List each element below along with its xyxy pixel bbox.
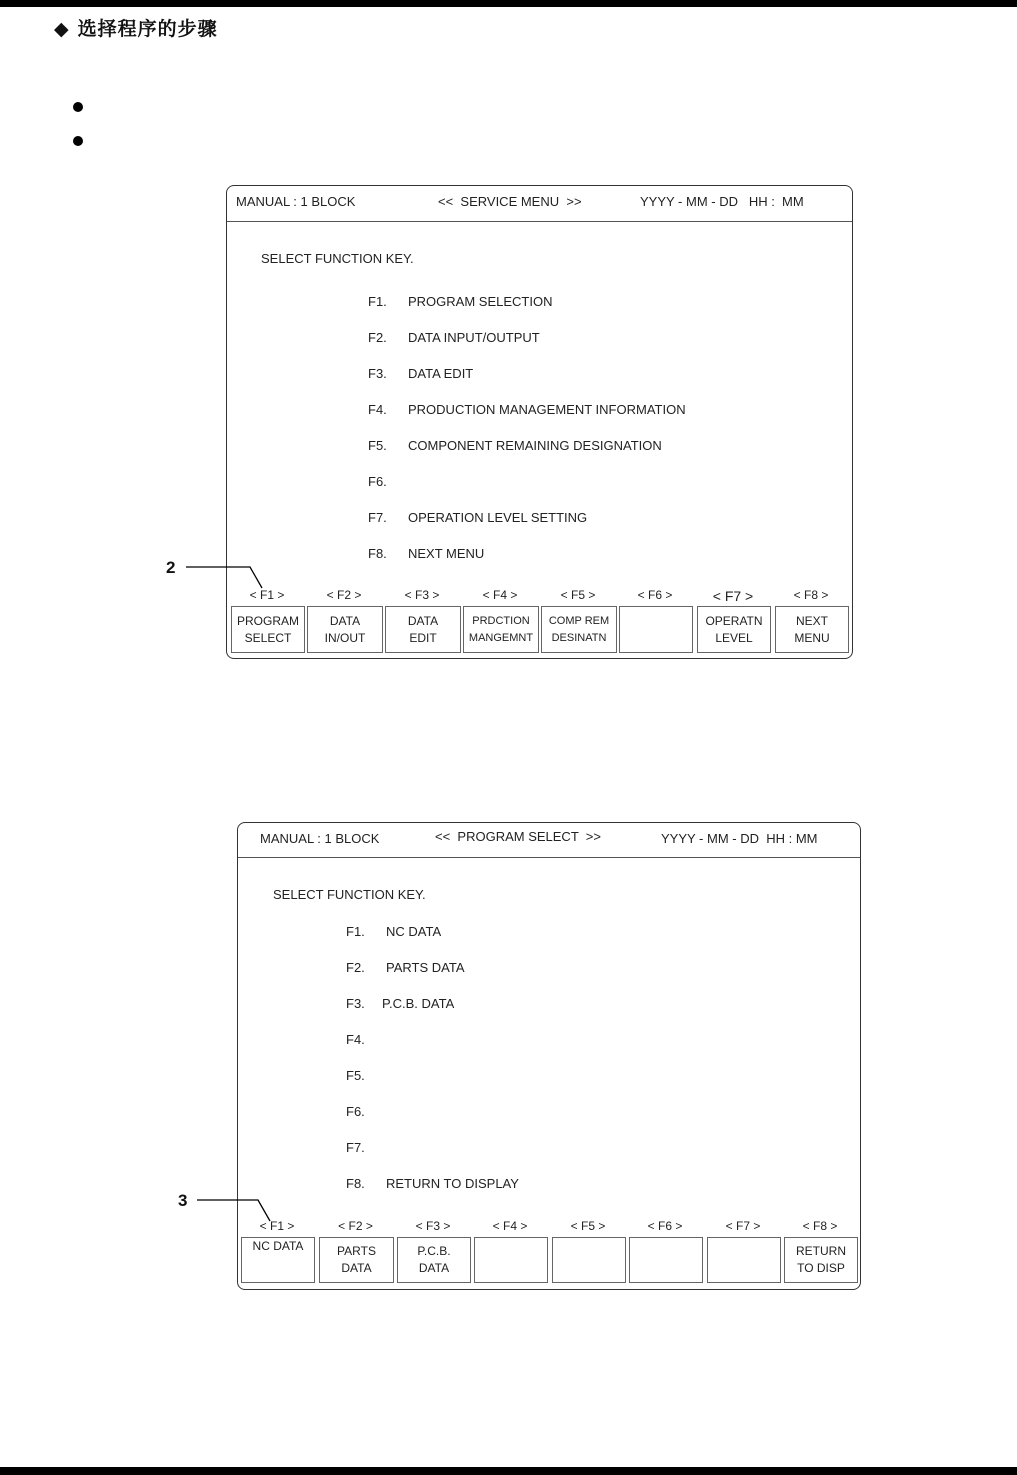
datetime: YYYY - MM - DD HH : MM (661, 831, 818, 846)
function-key-label: < F3 > (404, 588, 440, 602)
function-key-label: < F7 > (725, 1219, 761, 1233)
menu-item-label: DATA EDIT (408, 366, 474, 381)
function-key-label: < F1 > (249, 588, 285, 602)
function-key-text: NEXT (795, 613, 828, 628)
callout-number: 3 (178, 1191, 188, 1210)
function-key-label: < F4 > (492, 1219, 528, 1233)
function-key-text: DATA (407, 613, 439, 628)
function-key-text: DATA (418, 1261, 450, 1275)
bottom-rule (0, 1467, 1017, 1475)
function-key-text: MANGEMNT (468, 631, 534, 644)
menu-item-label: NEXT MENU (408, 546, 485, 561)
function-key-text: OPERATN (705, 613, 763, 628)
function-key-text: MENU (794, 630, 830, 645)
menu-item-key: F4. (346, 1032, 365, 1047)
function-key-label: < F8 > (802, 1219, 838, 1233)
function-key-text: P.C.B. (417, 1244, 451, 1258)
function-key-label: < F5 > (570, 1219, 606, 1233)
callout-leader-2 (186, 567, 262, 588)
menu-item-key: F2. (368, 330, 387, 345)
function-key-text: SELECT (244, 630, 292, 645)
function-key-label: < F7 > (712, 588, 754, 604)
function-key-text: RETURN (796, 1244, 846, 1258)
function-key-text: DESINATN (551, 631, 607, 644)
menu-item-key: F2. (346, 960, 365, 975)
function-key-text: TO DISP (797, 1261, 845, 1275)
status-mode: MANUAL : 1 BLOCK (260, 831, 380, 846)
function-key-text: EDIT (409, 630, 437, 645)
function-key-label: < F1 > (259, 1219, 295, 1233)
menu-item-key: F5. (368, 438, 387, 453)
function-key-label: < F3 > (415, 1219, 451, 1233)
screen-title: << PROGRAM SELECT >> (435, 829, 601, 844)
status-mode: MANUAL : 1 BLOCK (236, 194, 356, 209)
menu-item-label: PRODUCTION MANAGEMENT INFORMATION (408, 402, 686, 417)
function-key-text: NC DATA (252, 1239, 304, 1253)
menu-item-label: OPERATION LEVEL SETTING (408, 510, 588, 525)
function-key-text: PRDCTION (472, 614, 530, 627)
menu-item-label: DATA INPUT/OUTPUT (408, 330, 540, 345)
function-key-text: PARTS (337, 1244, 376, 1258)
menu-item-key: F5. (346, 1068, 365, 1083)
function-key-label: < F5 > (560, 588, 596, 602)
function-key-label: < F2 > (338, 1219, 373, 1233)
menu-item-key: F3. (346, 996, 365, 1011)
function-key-text: IN/OUT (324, 630, 366, 645)
function-key-text: DATA (341, 1261, 372, 1275)
menu-item-label: PROGRAM SELECTION (408, 294, 553, 309)
menu-item-key: F7. (368, 510, 387, 525)
menu-item-label: RETURN TO DISPLAY (386, 1176, 519, 1191)
callout-number: 2 (166, 558, 176, 577)
menu-item-label: P.C.B. DATA (382, 996, 455, 1011)
prompt-text: SELECT FUNCTION KEY. (273, 887, 426, 902)
diamond-icon: ◆ (54, 18, 70, 40)
function-key-text: DATA (329, 613, 361, 628)
menu-item-key: F8. (346, 1176, 365, 1191)
menu-item-key: F6. (346, 1104, 365, 1119)
callout-leader-3 (197, 1200, 270, 1221)
menu-item-label: COMPONENT REMAINING DESIGNATION (408, 438, 662, 453)
menu-item-label: PARTS DATA (386, 960, 465, 975)
function-key-text: LEVEL (715, 630, 753, 645)
menu-item-key: F1. (368, 294, 387, 309)
menu-item-key: F1. (346, 924, 365, 939)
heading-title: 选择程序的步骤 (77, 18, 218, 40)
function-key-text: PROGRAM (236, 613, 299, 628)
function-key-text: COMP REM (548, 614, 610, 627)
function-key-label: < F8 > (793, 588, 829, 602)
menu-item-key: F3. (368, 366, 387, 381)
menu-item-key: F7. (346, 1140, 365, 1155)
function-key-label: < F6 > (647, 1219, 683, 1233)
function-key-label: < F4 > (482, 588, 518, 602)
screen-title: << SERVICE MENU >> (438, 194, 582, 209)
menu-item-key: F4. (368, 402, 387, 417)
menu-item-label: NC DATA (386, 924, 442, 939)
menu-item-key: F8. (368, 546, 387, 561)
function-key-label: < F2 > (326, 588, 362, 602)
function-key-label: < F6 > (637, 588, 673, 602)
datetime: YYYY - MM - DD HH : MM (640, 194, 804, 209)
menu-item-key: F6. (368, 474, 387, 489)
prompt-text: SELECT FUNCTION KEY. (261, 251, 414, 266)
